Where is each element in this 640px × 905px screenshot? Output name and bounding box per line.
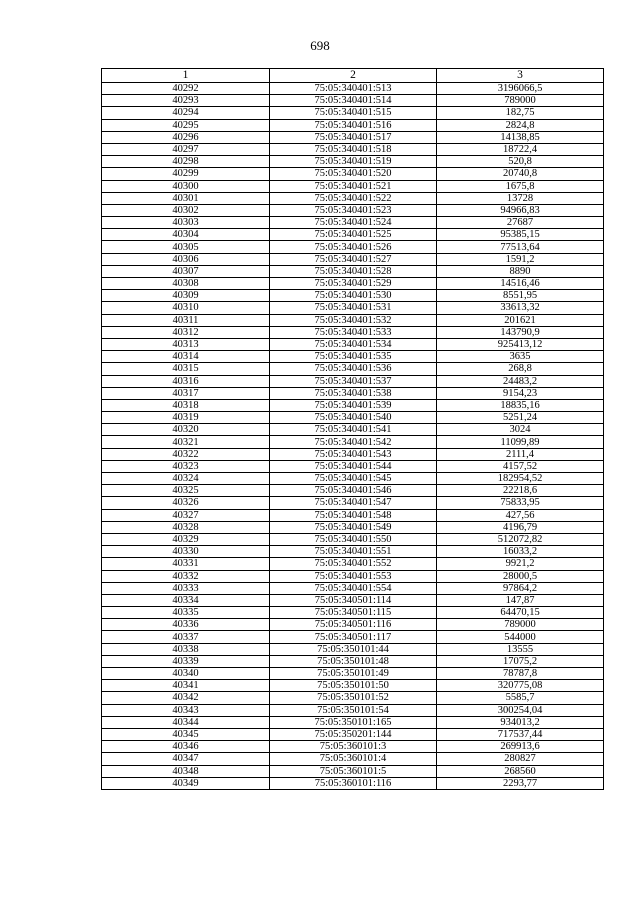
cadastral-number-cell: 75:05:340401:541 (270, 424, 437, 436)
cadastral-number-cell: 75:05:340401:546 (270, 485, 437, 497)
cadastral-number-cell: 75:05:340401:547 (270, 497, 437, 509)
value-cell: 143790,9 (437, 326, 604, 338)
table-row (102, 375, 604, 387)
page-number: 698 (310, 38, 330, 53)
cadastral-number-cell: 75:05:340401:545 (270, 473, 437, 485)
row-number-cell: 40294 (102, 107, 270, 119)
table-row (102, 290, 604, 302)
row-number-cell: 40301 (102, 192, 270, 204)
value-cell: 64470,15 (437, 607, 604, 619)
value-cell: 147,87 (437, 594, 604, 606)
cadastral-number-cell: 75:05:360101:116 (270, 777, 437, 789)
row-number-cell: 40341 (102, 680, 270, 692)
table-header-row (102, 69, 604, 83)
cadastral-number-cell: 75:05:340401:522 (270, 192, 437, 204)
table-row (102, 570, 604, 582)
table-row (102, 131, 604, 143)
table-row (102, 253, 604, 265)
cadastral-number-cell: 75:05:350101:44 (270, 643, 437, 655)
table-row (102, 594, 604, 606)
table-row (102, 143, 604, 155)
table-row (102, 180, 604, 192)
value-cell: 182,75 (437, 107, 604, 119)
table-row (102, 631, 604, 643)
row-number-cell: 40321 (102, 436, 270, 448)
cadastral-number-cell: 75:05:350101:50 (270, 680, 437, 692)
row-number-cell: 40340 (102, 668, 270, 680)
value-cell: 78787,8 (437, 668, 604, 680)
row-number-cell: 40318 (102, 399, 270, 411)
cadastral-table (101, 68, 604, 790)
table-body (102, 83, 604, 790)
row-number-cell: 40330 (102, 546, 270, 558)
row-number-cell: 40339 (102, 655, 270, 667)
cadastral-number-cell: 75:05:360101:4 (270, 753, 437, 765)
table-row (102, 387, 604, 399)
row-number-cell: 40347 (102, 753, 270, 765)
value-cell: 18722,4 (437, 143, 604, 155)
table-row (102, 582, 604, 594)
row-number-cell: 40316 (102, 375, 270, 387)
cadastral-number-cell: 75:05:340401:515 (270, 107, 437, 119)
table-row (102, 351, 604, 363)
value-cell: 4157,52 (437, 460, 604, 472)
row-number-cell: 40322 (102, 448, 270, 460)
table-row (102, 753, 604, 765)
row-number-cell: 40325 (102, 485, 270, 497)
cadastral-number-cell: 75:05:340401:549 (270, 521, 437, 533)
cadastral-number-cell: 75:05:340401:530 (270, 290, 437, 302)
row-number-cell: 40299 (102, 168, 270, 180)
value-cell: 97864,2 (437, 582, 604, 594)
value-cell: 94966,83 (437, 204, 604, 216)
table-row (102, 338, 604, 350)
value-cell: 18835,16 (437, 399, 604, 411)
cadastral-number-cell: 75:05:340401:550 (270, 533, 437, 545)
row-number-cell: 40292 (102, 83, 270, 95)
cadastral-number-cell: 75:05:340401:524 (270, 217, 437, 229)
row-number-cell: 40312 (102, 326, 270, 338)
cadastral-number-cell: 75:05:350201:144 (270, 728, 437, 740)
value-cell: 1675,8 (437, 180, 604, 192)
value-cell: 269913,6 (437, 741, 604, 753)
table-row (102, 680, 604, 692)
value-cell: 2293,77 (437, 777, 604, 789)
value-cell: 5251,24 (437, 412, 604, 424)
cadastral-number-cell: 75:05:340401:535 (270, 351, 437, 363)
row-number-cell: 40295 (102, 119, 270, 131)
row-number-cell: 40343 (102, 704, 270, 716)
row-number-cell: 40304 (102, 229, 270, 241)
table-row (102, 119, 604, 131)
cadastral-number-cell: 75:05:350101:54 (270, 704, 437, 716)
table-row (102, 156, 604, 168)
value-cell: 27687 (437, 217, 604, 229)
cadastral-number-cell: 75:05:340401:523 (270, 204, 437, 216)
table-row (102, 436, 604, 448)
cadastral-number-cell: 75:05:340401:543 (270, 448, 437, 460)
row-number-cell: 40335 (102, 607, 270, 619)
table-row (102, 521, 604, 533)
value-cell: 11099,89 (437, 436, 604, 448)
table-row (102, 107, 604, 119)
row-number-cell: 40297 (102, 143, 270, 155)
row-number-cell: 40342 (102, 692, 270, 704)
row-number-cell: 40308 (102, 278, 270, 290)
value-cell: 3196066,5 (437, 83, 604, 95)
cadastral-number-cell: 75:05:350101:52 (270, 692, 437, 704)
table-row (102, 497, 604, 509)
value-cell: 300254,04 (437, 704, 604, 716)
cadastral-number-cell: 75:05:340401:526 (270, 241, 437, 253)
cadastral-number-cell: 75:05:360101:5 (270, 765, 437, 777)
table-row (102, 83, 604, 95)
value-cell: 5585,7 (437, 692, 604, 704)
table-row (102, 204, 604, 216)
row-number-cell: 40311 (102, 314, 270, 326)
table-row (102, 533, 604, 545)
table-row (102, 777, 604, 789)
table-row (102, 692, 604, 704)
table-row (102, 765, 604, 777)
table-row (102, 265, 604, 277)
value-cell: 16033,2 (437, 546, 604, 558)
cadastral-number-cell: 75:05:340401:514 (270, 95, 437, 107)
cadastral-number-cell: 75:05:340401:529 (270, 278, 437, 290)
cadastral-number-cell: 75:05:340401:516 (270, 119, 437, 131)
cadastral-number-cell: 75:05:340401:521 (270, 180, 437, 192)
table-row (102, 558, 604, 570)
value-cell: 280827 (437, 753, 604, 765)
row-number-cell: 40319 (102, 412, 270, 424)
value-cell: 520,8 (437, 156, 604, 168)
row-number-cell: 40317 (102, 387, 270, 399)
column-header-3: 3 (437, 69, 604, 83)
table-row (102, 448, 604, 460)
cadastral-number-cell: 75:05:340501:114 (270, 594, 437, 606)
value-cell: 9921,2 (437, 558, 604, 570)
table-row (102, 619, 604, 631)
cadastral-number-cell: 75:05:340401:513 (270, 83, 437, 95)
value-cell: 789000 (437, 619, 604, 631)
row-number-cell: 40334 (102, 594, 270, 606)
table-row (102, 607, 604, 619)
row-number-cell: 40332 (102, 570, 270, 582)
cadastral-number-cell: 75:05:340401:540 (270, 412, 437, 424)
table-row (102, 668, 604, 680)
value-cell: 268,8 (437, 363, 604, 375)
cadastral-number-cell: 75:05:340401:548 (270, 509, 437, 521)
value-cell: 4196,79 (437, 521, 604, 533)
cadastral-number-cell: 75:05:340401:517 (270, 131, 437, 143)
row-number-cell: 40331 (102, 558, 270, 570)
table-row (102, 278, 604, 290)
table-row (102, 485, 604, 497)
row-number-cell: 40309 (102, 290, 270, 302)
value-cell: 14516,46 (437, 278, 604, 290)
table-row (102, 229, 604, 241)
table-row (102, 217, 604, 229)
cadastral-number-cell: 75:05:340401:518 (270, 143, 437, 155)
table-row (102, 95, 604, 107)
cadastral-number-cell: 75:05:340401:542 (270, 436, 437, 448)
value-cell: 320775,08 (437, 680, 604, 692)
cadastral-number-cell: 75:05:340401:533 (270, 326, 437, 338)
value-cell: 201621 (437, 314, 604, 326)
table-row (102, 168, 604, 180)
cadastral-number-cell: 75:05:340501:117 (270, 631, 437, 643)
cadastral-number-cell: 75:05:340401:551 (270, 546, 437, 558)
row-number-cell: 40337 (102, 631, 270, 643)
value-cell: 9154,23 (437, 387, 604, 399)
value-cell: 77513,64 (437, 241, 604, 253)
value-cell: 427,56 (437, 509, 604, 521)
row-number-cell: 40293 (102, 95, 270, 107)
row-number-cell: 40327 (102, 509, 270, 521)
value-cell: 75833,95 (437, 497, 604, 509)
cadastral-number-cell: 75:05:340401:539 (270, 399, 437, 411)
row-number-cell: 40345 (102, 728, 270, 740)
cadastral-number-cell: 75:05:340401:520 (270, 168, 437, 180)
table-row (102, 460, 604, 472)
table-row (102, 192, 604, 204)
value-cell: 17075,2 (437, 655, 604, 667)
row-number-cell: 40298 (102, 156, 270, 168)
row-number-cell: 40306 (102, 253, 270, 265)
value-cell: 8551,95 (437, 290, 604, 302)
value-cell: 22218,6 (437, 485, 604, 497)
value-cell: 3635 (437, 351, 604, 363)
table-row (102, 509, 604, 521)
cadastral-number-cell: 75:05:340401:544 (270, 460, 437, 472)
row-number-cell: 40349 (102, 777, 270, 789)
table-row (102, 424, 604, 436)
cadastral-number-cell: 75:05:360101:3 (270, 741, 437, 753)
table-row (102, 399, 604, 411)
cadastral-number-cell: 75:05:340401:532 (270, 314, 437, 326)
cadastral-number-cell: 75:05:350101:49 (270, 668, 437, 680)
table-row (102, 302, 604, 314)
value-cell: 544000 (437, 631, 604, 643)
table-row (102, 716, 604, 728)
table-row (102, 241, 604, 253)
value-cell: 24483,2 (437, 375, 604, 387)
table-row (102, 473, 604, 485)
cadastral-number-cell: 75:05:340401:531 (270, 302, 437, 314)
table-row (102, 363, 604, 375)
table-row (102, 314, 604, 326)
cadastral-number-cell: 75:05:340401:537 (270, 375, 437, 387)
value-cell: 95385,15 (437, 229, 604, 241)
value-cell: 33613,32 (437, 302, 604, 314)
row-number-cell: 40338 (102, 643, 270, 655)
row-number-cell: 40323 (102, 460, 270, 472)
cadastral-number-cell: 75:05:340501:115 (270, 607, 437, 619)
cadastral-number-cell: 75:05:350101:165 (270, 716, 437, 728)
value-cell: 934013,2 (437, 716, 604, 728)
row-number-cell: 40329 (102, 533, 270, 545)
table-row (102, 741, 604, 753)
table-row (102, 704, 604, 716)
table-row (102, 643, 604, 655)
value-cell: 789000 (437, 95, 604, 107)
cadastral-number-cell: 75:05:340401:525 (270, 229, 437, 241)
value-cell: 182954,52 (437, 473, 604, 485)
row-number-cell: 40313 (102, 338, 270, 350)
row-number-cell: 40328 (102, 521, 270, 533)
value-cell: 14138,85 (437, 131, 604, 143)
value-cell: 3024 (437, 424, 604, 436)
column-header-2: 2 (270, 69, 437, 83)
value-cell: 8890 (437, 265, 604, 277)
row-number-cell: 40344 (102, 716, 270, 728)
table-row (102, 728, 604, 740)
row-number-cell: 40326 (102, 497, 270, 509)
cadastral-number-cell: 75:05:340401:552 (270, 558, 437, 570)
value-cell: 13555 (437, 643, 604, 655)
cadastral-number-cell: 75:05:340401:553 (270, 570, 437, 582)
row-number-cell: 40315 (102, 363, 270, 375)
row-number-cell: 40300 (102, 180, 270, 192)
row-number-cell: 40307 (102, 265, 270, 277)
row-number-cell: 40296 (102, 131, 270, 143)
row-number-cell: 40320 (102, 424, 270, 436)
row-number-cell: 40302 (102, 204, 270, 216)
row-number-cell: 40303 (102, 217, 270, 229)
table-row (102, 546, 604, 558)
value-cell: 2824,8 (437, 119, 604, 131)
cadastral-number-cell: 75:05:340401:534 (270, 338, 437, 350)
row-number-cell: 40348 (102, 765, 270, 777)
column-header-1: 1 (102, 69, 270, 83)
value-cell: 1591,2 (437, 253, 604, 265)
cadastral-number-cell: 75:05:350101:48 (270, 655, 437, 667)
value-cell: 925413,12 (437, 338, 604, 350)
value-cell: 512072,82 (437, 533, 604, 545)
row-number-cell: 40310 (102, 302, 270, 314)
row-number-cell: 40333 (102, 582, 270, 594)
cadastral-number-cell: 75:05:340401:554 (270, 582, 437, 594)
cadastral-number-cell: 75:05:340401:527 (270, 253, 437, 265)
table-row (102, 412, 604, 424)
value-cell: 268560 (437, 765, 604, 777)
cadastral-number-cell: 75:05:340401:528 (270, 265, 437, 277)
value-cell: 717537,44 (437, 728, 604, 740)
table-row (102, 655, 604, 667)
value-cell: 2111,4 (437, 448, 604, 460)
value-cell: 20740,8 (437, 168, 604, 180)
cadastral-number-cell: 75:05:340501:116 (270, 619, 437, 631)
row-number-cell: 40314 (102, 351, 270, 363)
cadastral-number-cell: 75:05:340401:538 (270, 387, 437, 399)
row-number-cell: 40336 (102, 619, 270, 631)
value-cell: 28000,5 (437, 570, 604, 582)
cadastral-number-cell: 75:05:340401:536 (270, 363, 437, 375)
table-row (102, 326, 604, 338)
value-cell: 13728 (437, 192, 604, 204)
row-number-cell: 40324 (102, 473, 270, 485)
row-number-cell: 40346 (102, 741, 270, 753)
row-number-cell: 40305 (102, 241, 270, 253)
cadastral-number-cell: 75:05:340401:519 (270, 156, 437, 168)
